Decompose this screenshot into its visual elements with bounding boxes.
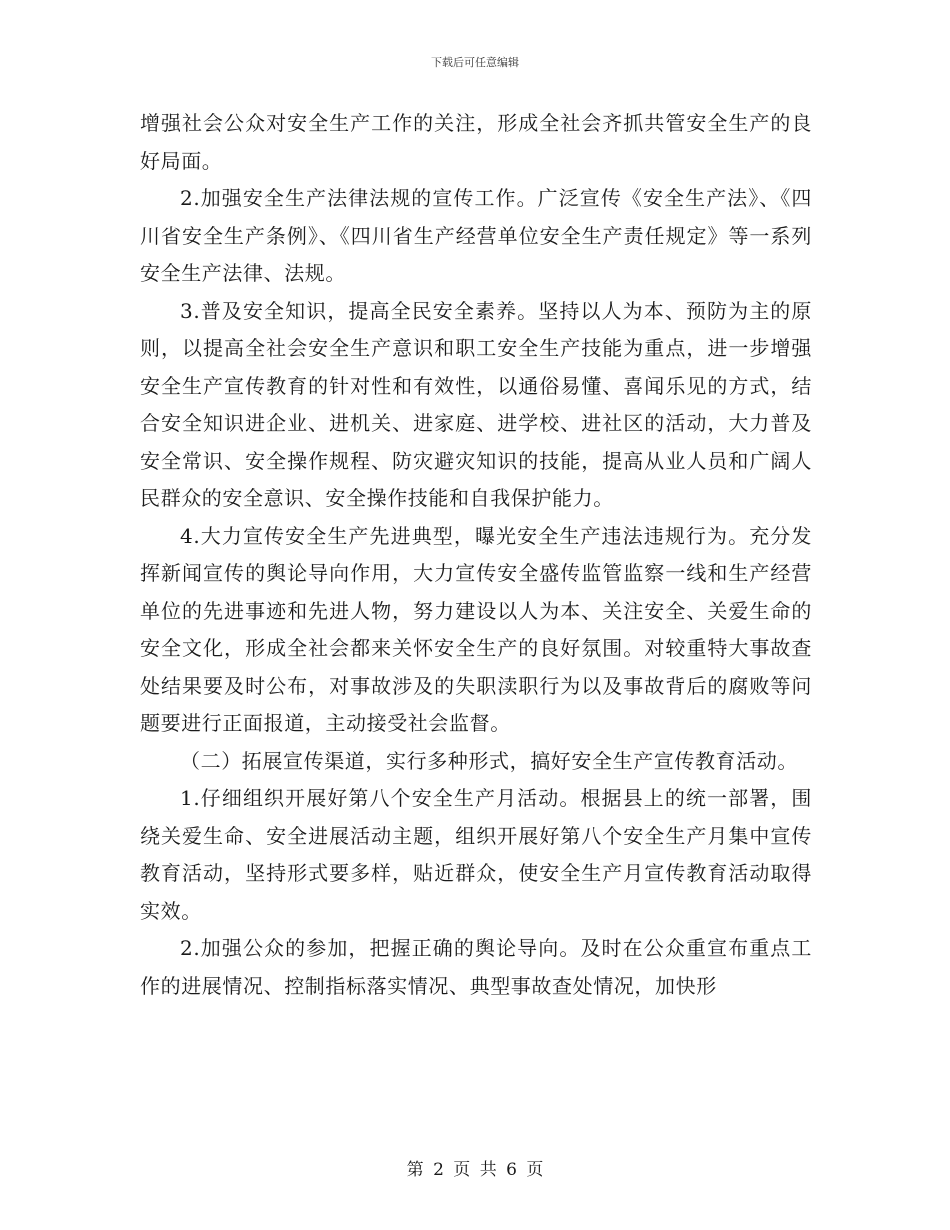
paragraph-item-3-safety-knowledge: 3.普及安全知识，提高全民安全素养。坚持以人为本、预防为主的原则，以提高全社会安全生产意识和职工安全生产技能为重点，进一步增强安全生产宣传教育的针对性和有效性，以通俗易懂、喜闻乐见的方式，结合安全知识进企业、进机关、进家庭、进学校、进社区的活动，大力普及安全常识、安全操作规程、防灾避灾知识的技能，提高从业人员和广阔人民群众的安全意识、安全操作技能和自我保护能力。 — [140, 298, 812, 510]
section-heading-2: （二）拓展宣传渠道，实行多种形式，搞好安全生产宣传教育活动。 — [180, 748, 798, 773]
document-body — [140, 105, 812, 1005]
page-number-footer: 第 2 页 共 6 页 — [406, 1160, 544, 1180]
paragraph-item-2-public-participation: 2.加强公众的参加，把握正确的舆论导向。及时在公众重宣布重点工作的进展情况、控制指标落实情况、典型事故查处情况，加快形 — [140, 936, 812, 998]
paragraph-continuation: 增强社会公众对安全生产工作的关注，形成全社会齐抓共管安全生产的良好局面。 — [140, 111, 812, 173]
paragraph-item-4-advanced-models: 4.大力宣传安全生产先进典型，曝光安全生产违法违规行为。充分发挥新闻宣传的舆论导向作用，大力宣传安全盛传监管监察一线和生产经营单位的先进事迹和先进人物，努力建设以人为本、关注安全、关爱生命的安全文化，形成全社会都来关怀安全生产的良好氛围。对较重特大事故查处结果要及时公布，对事故涉及的失职渎职行为以及事故背后的腐败等问题要进行正面报道，主动接受社会监督。 — [140, 523, 812, 735]
page-header-note: 下载后可任意编辑 — [431, 56, 519, 69]
paragraph-item-1-safety-month: 1.仔细组织开展好第八个安全生产月活动。根据县上的统一部署，围绕关爱生命、安全进展活动主题，组织开展好第八个安全生产月集中宣传教育活动，坚持形式要多样，贴近群众，使安全生产月宣传教育活动取得实效。 — [140, 786, 812, 923]
paragraph-item-2-law-publicity: 2.加强安全生产法律法规的宣传工作。广泛宣传《安全生产法》、《四川省安全生产条例》、《四川省生产经营单位安全生产责任规定》等一系列安全生产法律、法规。 — [140, 186, 812, 285]
